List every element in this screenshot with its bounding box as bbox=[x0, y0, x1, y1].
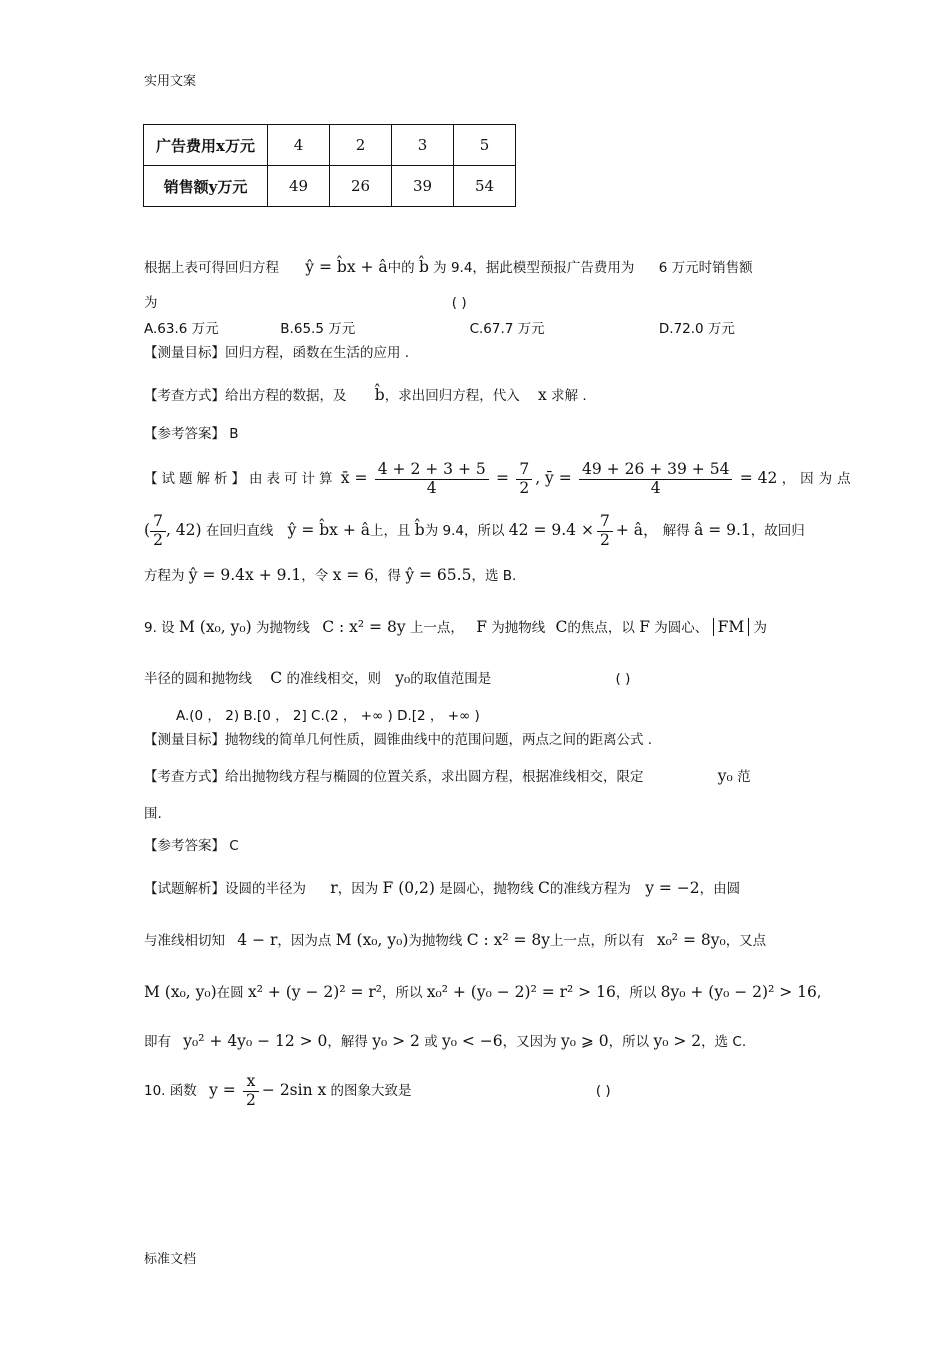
q9-stem-line2: 半径的圆和抛物线 C 的准线相交，则 y₀的取值范围是 ( ) bbox=[144, 669, 631, 687]
option-c: C.67.7 万元 bbox=[469, 321, 545, 337]
q9-stem-line1: 9. 设 M (x₀, y₀) 为抛物线 C : x² = 8y 上一点， F 为抛物线 C的焦点，以 F 为圆心、 FM 为 bbox=[144, 618, 768, 636]
page-footer: 标准文档 bbox=[144, 1252, 197, 1267]
q8-answer: 【参考答案】 B bbox=[144, 426, 239, 442]
q9-target: 【测量目标】抛物线的简单几何性质，圆锥曲线中的范围问题，两点之间的距离公式 . bbox=[144, 732, 653, 748]
q8-target: 【测量目标】回归方程，函数在生活的应用 . bbox=[144, 345, 410, 361]
q8-solution-line3: 方程为 ŷ = 9.4x + 9.1，令 x = 6，得 ŷ = 65.5，选 B. bbox=[144, 566, 517, 584]
q9-solution-line3: M (x₀, y₀)在圆 x² + (y − 2)² = r²，所以 x₀² + (y₀ − 2)² = r² > 16，所以 8y₀ + (y₀ − 2)² > 16, bbox=[144, 983, 822, 1001]
q8-stem-line1: 根据上表可得回归方程 ŷ = b̂x + â中的 b̂ 为 9.4，据此模型预报广告费用为 6 万元时销售额 bbox=[144, 258, 753, 276]
table-cell: 3 bbox=[392, 125, 454, 166]
option-d: D.72.0 万元 bbox=[658, 321, 735, 337]
table-cell: 2 bbox=[330, 125, 392, 166]
table-row bbox=[144, 125, 516, 166]
table-cell: 5 bbox=[454, 125, 516, 166]
row-label: 广告费用x万元 bbox=[144, 125, 268, 166]
table-cell: 26 bbox=[330, 166, 392, 207]
page-header: 实用文案 bbox=[144, 74, 197, 89]
q8-solution-line2: ( $\frac{7}{2}$ , 42) 在回归直线 ŷ = b̂x + â上，且 b̂为 9.4，所以 42 = 9.4 × $\frac{7}{2}$ + â， 解得 â = 9.1，故回归 bbox=[144, 512, 805, 549]
fraction: $\frac{49 + 26 + 39 + 54}{4}$ bbox=[579, 461, 732, 496]
table-cell: 49 bbox=[268, 166, 330, 207]
row-label: 销售额y万元 bbox=[144, 166, 268, 207]
table-row bbox=[144, 166, 516, 207]
fraction: $\frac{7}{2}$ bbox=[516, 461, 532, 496]
table-cell: 39 bbox=[392, 166, 454, 207]
q9-options: A.(0 ， 2) B.[0 ， 2] C.(2 ， +∞ ) D.[2 ， +∞ ) bbox=[176, 708, 480, 724]
option-a: A.63.6 万元 bbox=[144, 321, 219, 337]
fraction: $\frac{7}{2}$ bbox=[597, 513, 613, 548]
table-cell: 54 bbox=[454, 166, 516, 207]
q9-method-cont: 围. bbox=[144, 806, 162, 822]
q8-solution-line1: 【试题解析】由表可计算 x̄ = $\frac{4 + 2 + 3 + 5}{4}$ = $\frac{7}{2}$ , ȳ = $\frac{49 + 26 + 39 + 54}{4}$ = 42 ，因为点 bbox=[144, 460, 856, 497]
table-cell: 4 bbox=[268, 125, 330, 166]
q9-solution-line2: 与准线相切知 4 − r，因为点 M (x₀, y₀)为抛物线 C : x² = 8y上一点，所以有 x₀² = 8y₀，又点 bbox=[144, 931, 767, 949]
fraction: $\frac{7}{2}$ bbox=[150, 513, 166, 548]
option-b: B.65.5 万元 bbox=[280, 321, 356, 337]
fraction: $\frac{x}{2}$ bbox=[243, 1073, 259, 1108]
q8-options bbox=[144, 317, 784, 341]
fraction: $\frac{4 + 2 + 3 + 5}{4}$ bbox=[375, 461, 489, 496]
q9-solution-line1: 【试题解析】设圆的半径为 r，因为 F (0,2) 是圆心，抛物线 C的准线方程为 y = −2，由圆 bbox=[144, 879, 741, 897]
q9-answer: 【参考答案】 C bbox=[144, 838, 239, 854]
q8-method: 【考查方式】给出方程的数据，及 b̂，求出回归方程，代入 x 求解 . bbox=[144, 386, 587, 404]
data-table bbox=[143, 124, 516, 207]
q9-solution-line4: 即有 y₀² + 4y₀ − 12 > 0，解得 y₀ > 2 或 y₀ < −6，又因为 y₀ ⩾ 0，所以 y₀ > 2，选 C. bbox=[144, 1032, 747, 1050]
q10-stem: 10. 函数 y = $\frac{x}{2}$ − 2sin x 的图象大致是 ( ) bbox=[144, 1072, 611, 1109]
q9-method: 【考查方式】给出抛物线方程与椭圆的位置关系，求出圆方程，根据准线相交，限定 y₀ 范 bbox=[144, 767, 751, 785]
q8-stem-line2: 为 ( ) bbox=[144, 295, 467, 311]
